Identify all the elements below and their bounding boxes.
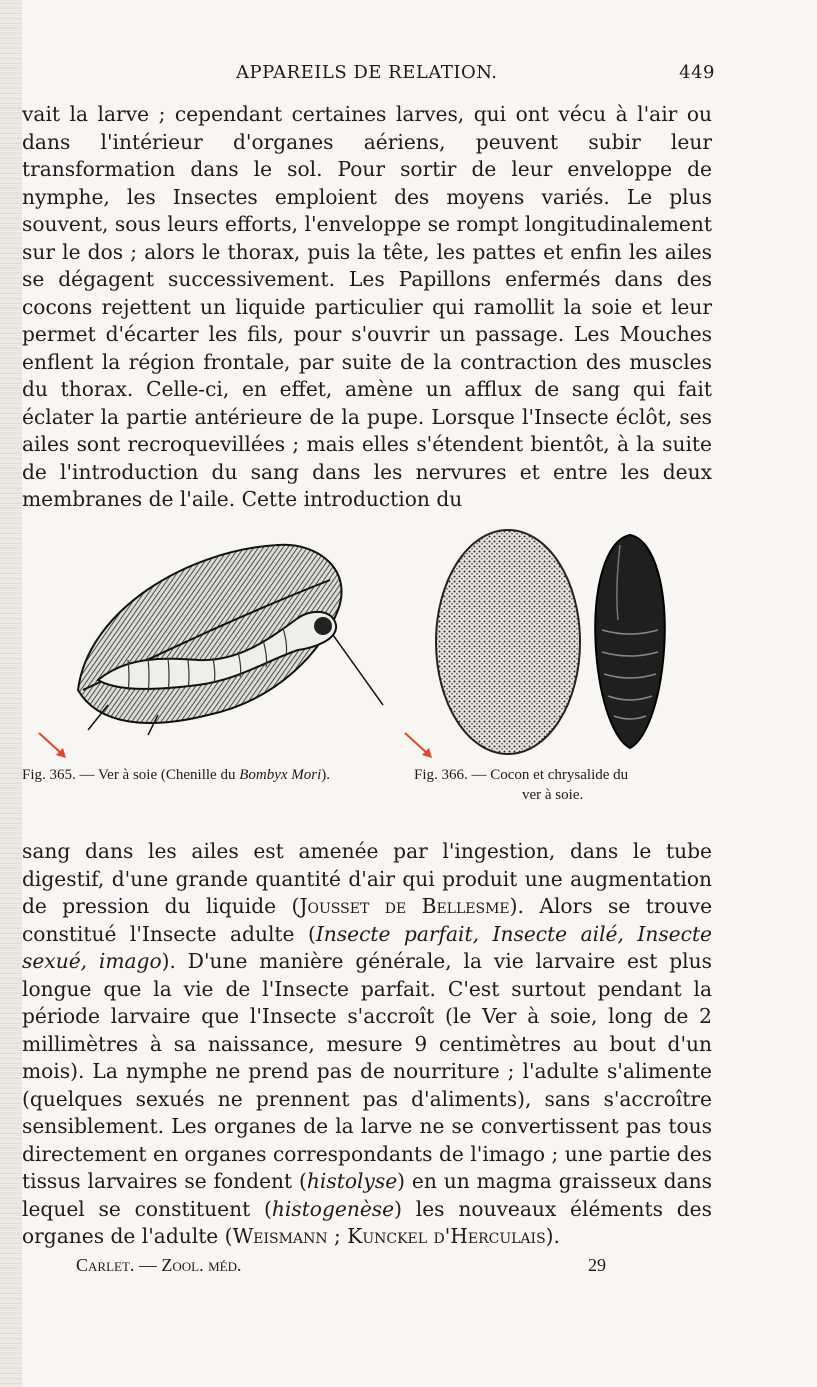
header-title: APPAREILS DE RELATION.: [236, 62, 498, 83]
paragraph-bottom: [22, 838, 712, 1251]
footer-book-ref: Carlet. — Zool. méd.: [76, 1255, 242, 1275]
caption-fig365: [22, 765, 330, 785]
footer-signature: 29: [588, 1255, 606, 1275]
caption-fig365-end: ).: [321, 767, 331, 783]
caption-fig366: [414, 765, 714, 805]
p2-part2: ). Alors se trouve constitué l'Insecte adulte (: [22, 894, 713, 946]
author-kunckel: Kunckel d'Herculais: [347, 1224, 546, 1248]
paragraph-2-text: [22, 838, 712, 1251]
cocoon-illustration: [428, 525, 588, 760]
author-weismann: Weismann: [232, 1224, 328, 1248]
page-number: 449: [679, 62, 715, 83]
paragraph-1-text: vait la larve ; cependant certaines larves, qui ont vécu à l'air ou dans l'intérieur d'organes aériens, peuvent subir leur transformation dans le sol. Pour sortir de leur enveloppe de nymphe, les Insectes emploient des moyens variés. Le plus souvent, sous leurs efforts, l'enveloppe se rompt longitudinalement sur le dos ; alors le thorax, puis la tête, les pattes et enfin les ailes se dégagent successivement. Les Papillons enfermés dans des cocons rejettent un liquide particulier qui ramollit la soie et leur permet d'écarter les fils, pour s'ouvrir un passage. Les Mouches enflent la région frontale, par suite de la contraction des muscles du thorax. Celle-ci, en effet, amène un afflux de sang qui fait éclater la partie antérieure de la pupe. Lorsque l'Insecte éclôt, ses ailes sont recroquevillées ; mais elles s'étendent bientôt, à la suite de l'introduction du sang dans les nervures et entre les deux membranes de l'aile. Cette introduction du: [22, 102, 712, 511]
p2-part5: ) les nouveaux éléments des organes de l'adulte (: [22, 1196, 712, 1248]
caption-fig365-label: Fig. 365. — Ver à soie (Chenille du: [22, 767, 240, 783]
p2-part1: sang dans les ailes est amenée par l'ingestion, dans le tube digestif, d'une grande quantité d'air qui produit une augmentation de pression du liquide (: [22, 839, 712, 918]
caption-fig366-line1: Fig. 366. — Cocon et chrysalide du: [414, 767, 629, 783]
chrysalis-illustration: [590, 530, 670, 755]
caption-fig366-line2: ver à soie.: [522, 787, 584, 803]
p2-part3: ). D'une manière générale, la vie larvaire est plus longue que la vie de l'Insecte parfait. C'est surtout pendant la période larvaire que l'Insecte s'accroît (le Ver à soie, long de 2 millimètres à sa naissance, mesure 9 centimètres au bout d'un mois). La nymphe ne prend pas de nourriture ; l'adulte s'alimente (quelques sexués ne prennent pas d'aliments), sans s'accroître sensiblement. Les organes de la larve ne se convertissent pas tous directement en organes correspondants de l'imago ; une partie des tissus larvaires se fondent (: [22, 949, 712, 1193]
term-histolyse: histolyse: [306, 1169, 398, 1193]
red-arrow-fig365-icon: [36, 730, 70, 760]
silkworm-on-leaf-illustration: [68, 540, 388, 740]
p2-part4: ) en un magma graisseux dans lequel se constituent (: [22, 1169, 713, 1221]
term-histogenese: histogenèse: [271, 1196, 395, 1221]
p2-part6: ;: [327, 1224, 348, 1248]
red-arrow-fig366-icon: [402, 730, 436, 760]
imago-terms: Insecte parfait, Insecte ailé, Insecte sexué, imago: [22, 921, 712, 973]
caption-fig365-species: Bombyx Mori: [239, 767, 322, 783]
figures: [0, 525, 817, 825]
paragraph-top: [22, 101, 712, 514]
p2-part7: ).: [545, 1224, 560, 1248]
author-jousset: Jousset de Bellesme: [299, 894, 510, 918]
